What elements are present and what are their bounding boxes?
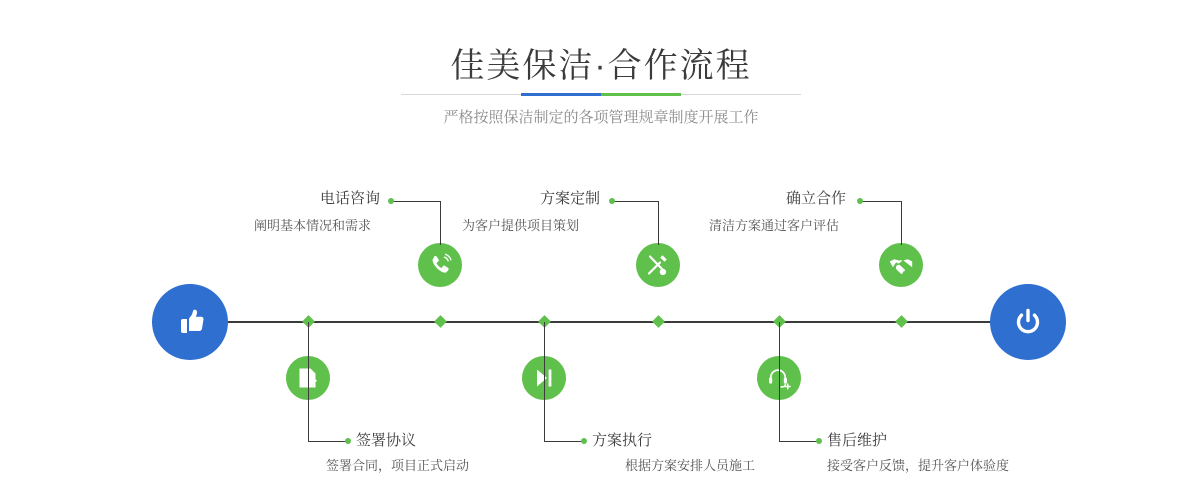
step-label-2: 签署协议 (356, 432, 417, 449)
step-desc-1: 阐明基本情况和需求 (254, 218, 372, 233)
step-label-3: 方案定制 (540, 190, 601, 207)
step-connector-4-vertical (544, 322, 545, 442)
step-leader-dot-2 (345, 438, 351, 444)
step-icon-3 (636, 243, 680, 287)
step-desc-6: 接受客户反馈，提升客户体验度 (827, 458, 1010, 473)
start-node (152, 284, 228, 360)
divider-accent-blue (521, 93, 601, 96)
step-connector-1-horizontal (391, 201, 441, 202)
thumbs-up-icon (170, 302, 210, 342)
power-icon (1008, 302, 1048, 342)
step-desc-5: 清洁方案通过客户评估 (709, 218, 840, 233)
step-connector-2-vertical (308, 322, 309, 442)
end-node (990, 284, 1066, 360)
step-desc-4: 根据方案安排人员施工 (625, 458, 756, 473)
step-leader-dot-3 (609, 198, 615, 204)
step-connector-5-vertical (901, 201, 902, 245)
handshake-icon (888, 252, 914, 278)
step-desc-3: 为客户提供项目策划 (462, 218, 580, 233)
step-leader-dot-6 (816, 438, 822, 444)
step-label-6: 售后维护 (827, 432, 888, 449)
step-icon-1 (418, 243, 462, 287)
step-connector-4-horizontal (544, 441, 584, 442)
step-label-4: 方案执行 (592, 432, 653, 449)
step-leader-dot-1 (388, 198, 394, 204)
page-subtitle: 严格按照保洁制定的各项管理规章制度开展工作 (443, 109, 759, 126)
step-leader-dot-5 (857, 198, 863, 204)
step-connector-1-vertical (440, 201, 441, 245)
step-connector-6-vertical (779, 322, 780, 442)
divider-accent-green (601, 93, 681, 96)
step-label-1: 电话咨询 (320, 190, 381, 207)
step-connector-6-horizontal (779, 441, 819, 442)
phone-icon (427, 252, 453, 278)
step-connector-3-vertical (658, 201, 659, 245)
page-title: 佳美保洁·合作流程 (450, 47, 752, 85)
tools-icon (645, 252, 671, 278)
timeline-node-5 (895, 315, 908, 328)
step-desc-2: 签署合同，项目正式启动 (326, 458, 470, 473)
timeline-axis (152, 321, 1052, 323)
step-icon-5 (879, 243, 923, 287)
step-leader-dot-4 (581, 438, 587, 444)
step-connector-3-horizontal (612, 201, 659, 202)
title-divider (401, 94, 801, 95)
step-label-5: 确立合作 (786, 190, 847, 207)
timeline-node-3 (652, 315, 665, 328)
step-connector-5-horizontal (860, 201, 902, 202)
step-connector-2-horizontal (308, 441, 348, 442)
timeline-node-1 (434, 315, 447, 328)
